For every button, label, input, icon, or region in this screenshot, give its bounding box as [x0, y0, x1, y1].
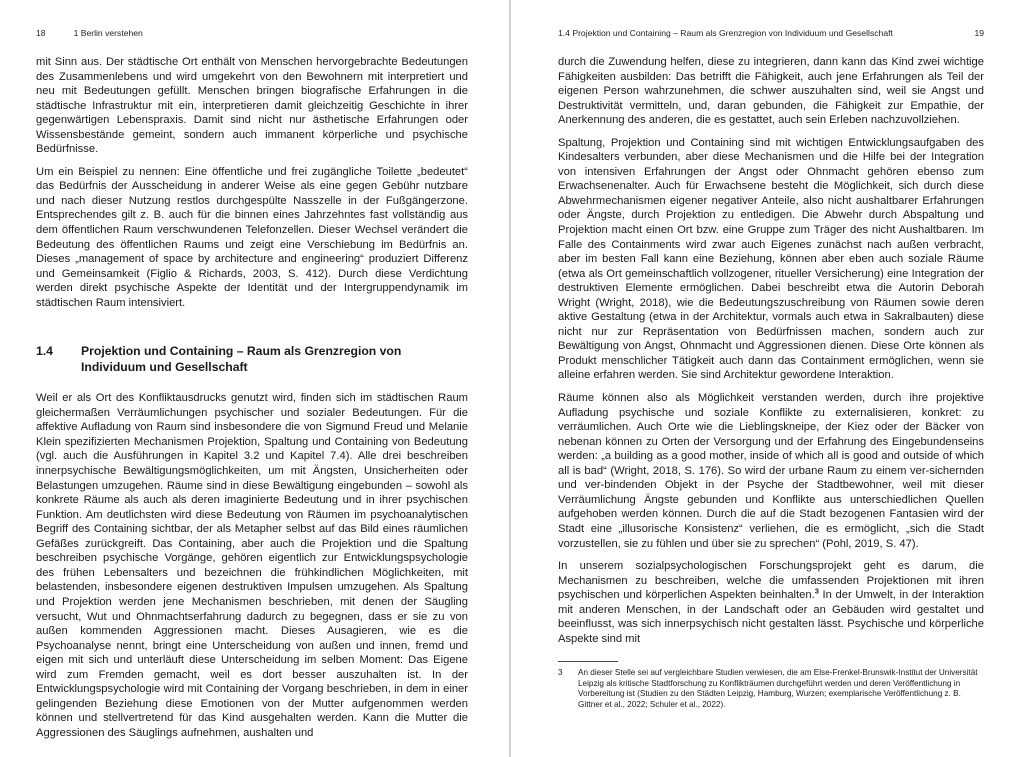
- right-running-header: [558, 28, 984, 38]
- left-running-header: [36, 28, 468, 38]
- left-page-number: 18: [36, 28, 46, 38]
- footnote-marker: 3: [814, 586, 819, 596]
- section-heading: [36, 343, 468, 375]
- right-page: [511, 0, 1020, 757]
- body-paragraph: mit Sinn aus. Der städtische Ort enthält von Menschen hervorgebrachte Bedeutungen des Zusammenlebens und wird umgekehrt von den Bewohnern mit interpretiert und neu mit Bedeutungen gefüllt. Menschen bringen biografische Erfahrungen in die städtische Infrastruktur mit ein, interpretieren damit gleichzeitig Geschichte in ihrer gegenwärtigen Lebenspraxis. Damit sind nicht nur ästhetische Erfahrungen oder Wissensbestände gemeint, sondern auch immanent körperliche und psychische Bedürfnisse.: [36, 56, 468, 156]
- footnote-number: 3: [558, 668, 563, 678]
- body-paragraph: Um ein Beispiel zu nennen: Eine öffentliche und frei zugängliche Toilette „bedeutet“ das Bedürfnis der Ausscheidung in anderer Weise als eine gegen Gebühr nutzbare und nach dieser Nutzung restlos durchgespülte Nasszelle in der Fußgängerzone. Entsprechendes gilt z. B. auch für die binnen eines Jahrzehntes fast vollständig aus dem öffentlichen Raum verschwundenen Telefonzellen. Dieser Wechsel verändert die Bedeutung des öffentlichen Raums und zeigt eine Verschiebung im Bedürfnis an. Dieses „management of space by architecture and engineering“ produziert Differenz und Gemeinsamkeit (Figlio & Richards, 2003, S. 412). Durch diese Verdichtung werden direkt psychische Aspekte der Identität und der Intergruppendynamik im städtischen Raum intensiviert.: [36, 165, 468, 309]
- body-paragraph: Weil er als Ort des Konfliktausdrucks genutzt wird, finden sich im städtischen Raum gleichermaßen Verräumlichungen psychischer und sozialer Bedeutungen. Für die affektive Aufladung von Raum sind insbesondere die von Sigmund Freud und Melanie Klein spezifizierten Mechanismen Projektion, Spaltung und Containing von Bedeutung (vgl. auch die Ausführungen in Kapitel 3.2 und Kapitel 7.4). Alle drei beschreiben innerpsychische Bewältigungsmöglichkeiten, um mit Ängsten, Unsicherheiten oder Belastungen umzugehen. Räume sind in diese Bewältigung eingebunden – sowohl als konkrete Räume als auch als deren imaginierte Bedeutung und in ihrer psychischen Funktion. Am deutlichsten wird diese Bedeutung von Räumen im psychoanalytischen Begriff des Containing sichtbar, der als Metapher selbst auf das Bild eines räumlichen Gefäßes zurückgreift. Das Containing, aber auch die Projektion und die Spaltung beschreiben psychische Vorgänge, gehören eigentlich zur Entwicklungspsychologie des frühen Lebensalters und bezeichnen die frühkindlichen Möglichkeiten, mit belastenden, insbesondere eigenen destruktiven Impulsen umzugehen. Als Spaltung und Projektion werden jene Mechanismen beschrieben, mit denen der Säugling versucht, Wut und Ohnmachtserfahrung dadurch zu begegnen, dass er sie zu von außen kommenden Aggressionen macht. Dieses Ausagieren, wie es die Psychoanalyse nennt, bringt eine Unterscheidung von außen und innen, fremd und eigen mit sich und unterläuft diese Unterscheidung im selben Moment: Das Eigene wird zum Fremden gemacht, weil es dort besser auszuhalten ist. In der Entwicklungspsychologie wird mit Containing der Vorgang beschrieben, in dem in einer gelingenden Beziehung diese Emotionen von der Mutter aufgenommen werden können und stellvertretend für das Kind ausgehalten werden. Kann die Mutter die Aggressionen des Säuglings aufnehmen, aushalten und: [36, 392, 468, 739]
- paragraph-text: In unserem sozialpsychologischen Forschungsprojekt geht es darum, die Mechanismen zu beschreiben, welche die umfassenden Projektionen mit ihren psychischen und körperlichen Aspekten beinhalten.: [558, 560, 984, 602]
- section-title: Projektion und Containing – Raum als Grenzregion von Individuum und Gesellschaft: [81, 344, 402, 375]
- body-paragraph: [558, 559, 984, 646]
- footnote-text: An dieser Stelle sei auf vergleichbare Studien verwiesen, die am Else-Frenkel-Brunswik-Institut der Universität Leipzig als kritische Stadtforschung zu Konflikträumen durchgeführt werden und deren Veröffentlichung in Vorbereitung ist (Studien zu den Städten Leipzig, Hamburg, Wurzen; exemplarische Veröffentlichung z. B. Gittner et al., 2022; Schuler et al., 2022).: [578, 668, 978, 709]
- footnote-divider: [558, 661, 618, 662]
- left-page: [0, 0, 509, 757]
- footnote: [558, 668, 984, 710]
- left-chapter-title: 1 Berlin verstehen: [73, 28, 143, 38]
- section-number: 1.4: [36, 344, 53, 359]
- body-paragraph: Spaltung, Projektion und Containing sind mit wichtigen Entwicklungsaufgaben des Kindesalters verbunden, aber diese Mechanismen und die Hilfe bei der Integration von intensiven Erfahrungen der Angst oder Ohnmacht gehören ebenso zum Erwachsenenalter. Auch für Erwachsene besteht die Möglichkeit, sich durch diese Abwehrmechanismen eigener negativer Anteile, also nicht aushaltbarer Erfahrungen oder Ängste, durch Projektion zu entledigen. Die Abwehr durch Abspaltung und Projektion macht einen Ort bzw. eine Gruppe zum Träger des nicht Aushaltbaren. Im Falle des Containments wird zwar auch Eigenes zunächst nach außen verbracht, aber im besten Fall kann eine Beziehung, können aber eben auch soziale Räume (etwa als Ort gemeinschaftlich vollzogener, ritueller Versicherung) eine Integration der destruktiven Elemente ermöglichen. Dabei beschreibt etwa die Autorin Deborah Wright (Wright, 2018), wie die Bedeutungszuschreibung von Räumen sowie deren aktive Gestaltung (etwa in der Architektur, vormals auch etwa in Sakralbauten) diese nicht nur zur Repräsentation von Bedürfnissen machen, sondern auch zur Bewältigung von Angst, Ohnmacht und Aggressionen dienen. Diese Orte können als Produkt menschlicher Tätigkeit auch dann das Containment ermöglichen, wenn sie alleine erfahren werden. Sie sind Architektur gewordene Interaktion.: [558, 136, 984, 382]
- body-paragraph: durch die Zuwendung helfen, diese zu integrieren, dann kann das Kind zwei wichtige Fähigkeiten ausbilden: Das betrifft die Fähigkeit, auch jene Erfahrungen als Teil der eigenen Person wahrzunehmen, die schwer auszuhalten sind, weil sie Angst und Destruktivität vermitteln, und, daran gebunden, die Fähigkeit zur Empathie, der Anerkennung des anderen, die es gestattet, auch sein Erleben nachzuvollziehen.: [558, 56, 984, 127]
- body-paragraph: Räume können also als Möglichkeit verstanden werden, durch ihre projektive Aufladung psychische und soziale Konflikte zu externalisieren, konkret: zu verräumlichen. Auch Orte wie die Lieblingskneipe, der Kiez oder der Bäcker von nebenan können zu Orten der Versorgung und der Erfahrung des Eingebundenseins werden: „a building as a good mother, inside of which all is good and outside of which all is bad“ (Wright, 2018, S. 176). So wird der urbane Raum zu einem ver-sichernden und ver-bindenden Objekt in der Psyche der Stadtbewohner, weil mit dieser Verräumlichung Ängste gebunden und Konflikte aus unterschiedlichen Quellen aufgehoben werden können. Durch die auf die Stadt bezogenen Fantasien wird der Stadt eine „illusorische Konsistenz“ verliehen, die es ermöglicht, „sich die Stadt vorzustellen, sie zu fühlen und über sie zu sprechen“ (Pohl, 2019, S. 47).: [558, 392, 984, 550]
- right-page-number: 19: [974, 28, 984, 38]
- right-running-title: 1.4 Projektion und Containing – Raum als Grenzregion von Individuum und Gesellschaft: [558, 28, 893, 38]
- paragraph-text: In der Umwelt, in der Interaktion mit anderen Menschen, in der Landschaft oder an Gebäuden wird gestaltet und beeinflusst, was sich innerpsychisch nicht gestalten lässt. Psychische und körperliche Aspekte sind mit: [558, 589, 984, 645]
